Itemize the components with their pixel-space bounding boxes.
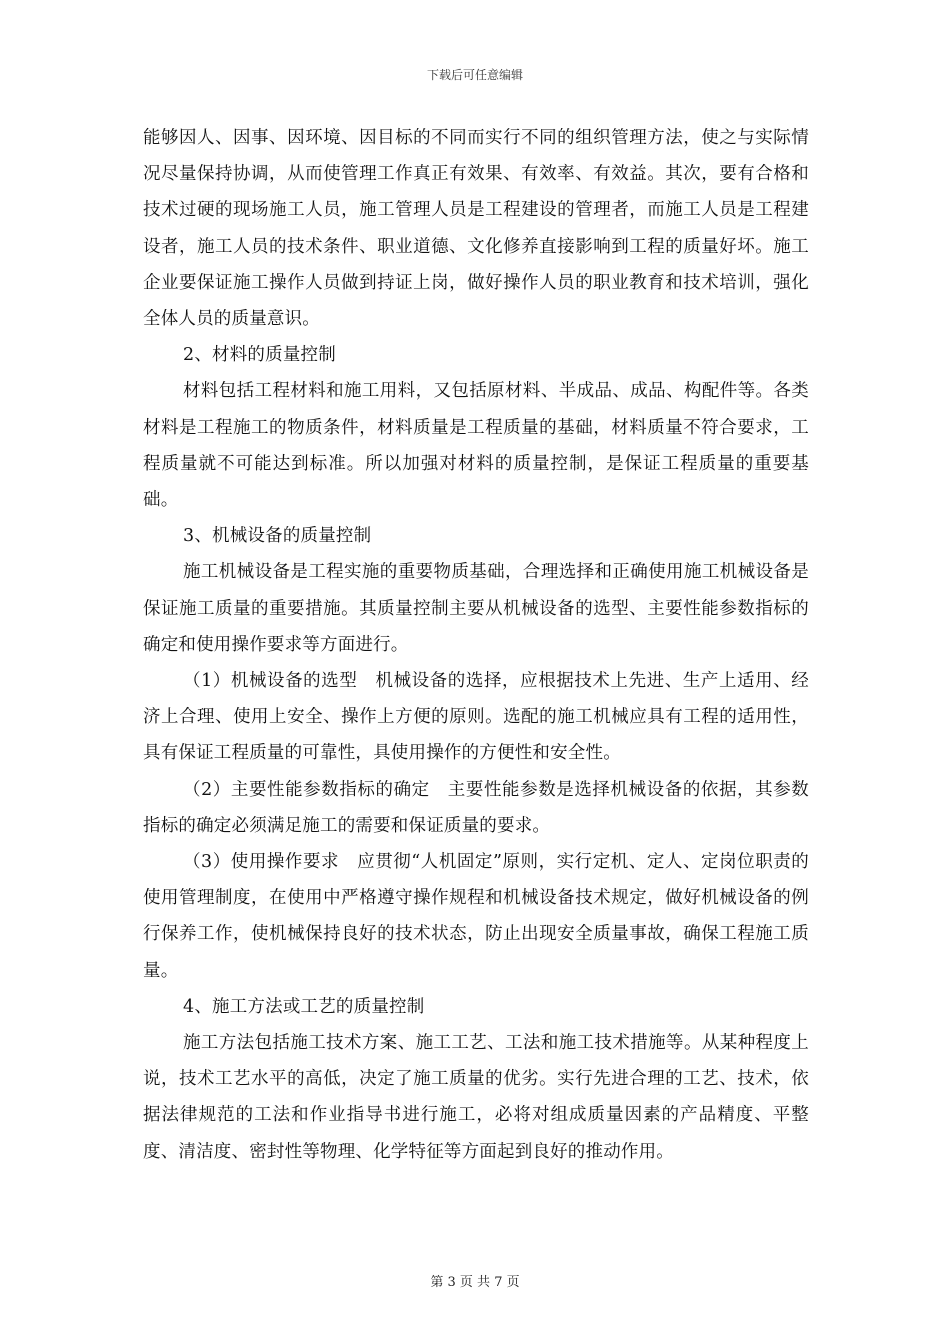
paragraph-machinery-selection: （1）机械设备的选型 机械设备的选择，应根据技术上先进、生产上适用、经济上合理、使用上安全、操作上方便的原则。选配的施工机械应具有工程的适用性，具有保证工程质量的可靠性，具使用操作的方便性和安全性。 [143,671,809,764]
paragraph-materials: 材料包括工程材料和施工用料，又包括原材料、半成品、成品、构配件等。各类材料是工程施工的物质条件，材料质量是工程质量的基础，材料质量不符合要求，工程质量就不可能达到标准。所以加强对材料的质量控制，是保证工程质量的重要基础。 [143,381,809,511]
paragraph-performance-parameters: （2）主要性能参数指标的确定 主要性能参数是选择机械设备的依据，其参数指标的确定必须满足施工的需要和保证质量的要求。 [143,779,809,836]
section-heading-machinery: 3、机械设备的质量控制 [183,526,372,547]
paragraph-continuation: 能够因人、因事、因环境、因目标的不同而实行不同的组织管理方法，使之与实际情况尽量保持协调，从而使管理工作真正有效果、有效率、有效益。其次，要有合格和技术过硬的现场施工人员，施工管理人员是工程建设的管理者，而施工人员是工程建设者，施工人员的技术条件、职业道德、文化修养直接影响到工程的质量好坏。施工企业要保证施工操作人员做到持证上岗，做好操作人员的职业教育和技术培训，强化全体人员的质量意识。 [143,128,809,330]
paragraph-machinery: 施工机械设备是工程实施的重要物质基础，合理选择和正确使用施工机械设备是保证施工质量的重要措施。其质量控制主要从机械设备的选型、主要性能参数指标的确定和使用操作要求等方面进行。 [143,562,809,655]
section-heading-materials: 2、材料的质量控制 [183,345,336,366]
section-heading-methods: 4、施工方法或工艺的质量控制 [183,996,425,1017]
paragraph-methods: 施工方法包括施工技术方案、施工工艺、工法和施工技术措施等。从某种程度上说，技术工艺水平的高低，决定了施工质量的优劣。实行先进合理的工艺、技术，依据法律规范的工法和作业指导书进行施工，必将对组成质量因素的产品精度、平整度、清洁度、密封性等物理、化学特征等方面起到良好的推动作用。 [143,1033,809,1162]
page-footer: 第 3 页 共 7 页 [430,1275,520,1290]
page-header: 下载后可任意编辑 [426,68,523,82]
paragraph-operation-requirements: （3）使用操作要求 应贯彻“人机固定”原则，实行定机、定人、定岗位职责的使用管理制度，在使用中严格遵守操作规程和机械设备技术规定，做好机械设备的例行保养工作，使机械保持良好的技术状态，防止出现安全质量事故，确保工程施工质量。 [143,852,809,981]
document-body [143,120,809,1170]
